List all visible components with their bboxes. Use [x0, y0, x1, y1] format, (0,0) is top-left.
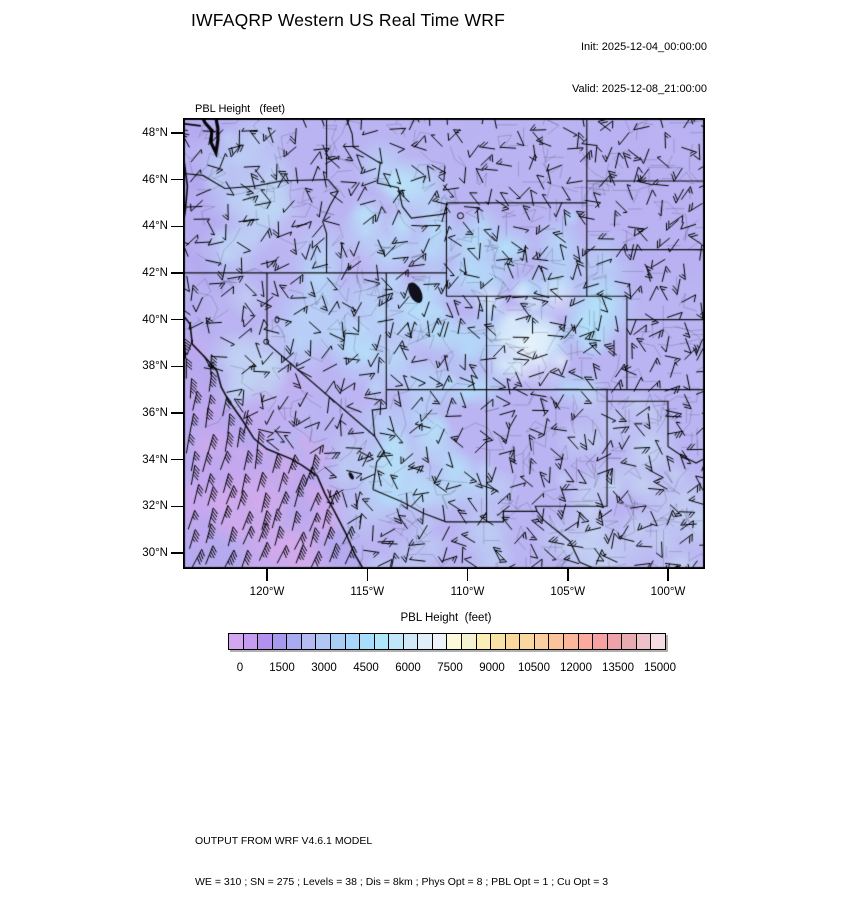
colorbar-cell	[433, 634, 448, 649]
lat-tick-label: 38°N	[142, 360, 168, 373]
lon-tick-mark	[567, 569, 569, 581]
colorbar-cell	[477, 634, 492, 649]
colorbar-tick-label: 4500	[353, 662, 379, 674]
colorbar-cell	[535, 634, 550, 649]
lat-tick-mark	[171, 179, 183, 181]
colorbar-cell	[316, 634, 331, 649]
colorbar-tick-label: 10500	[518, 662, 550, 674]
colorbar-cell	[564, 634, 579, 649]
colorbar-tick-label: 0	[236, 662, 244, 674]
lat-tick-label: 40°N	[142, 313, 168, 326]
colorbar-cell	[404, 634, 419, 649]
colorbar-cell	[244, 634, 259, 649]
run-times	[400, 12, 707, 124]
colorbar-cell	[360, 634, 375, 649]
lat-tick-label: 30°N	[142, 547, 168, 560]
colorbar-tick-label: 15000	[644, 662, 676, 674]
colorbar-cell	[331, 634, 346, 649]
colorbar-cell	[491, 634, 506, 649]
colorbar-tick-label: 9000	[479, 662, 505, 674]
colorbar	[228, 633, 666, 650]
colorbar-cell	[375, 634, 390, 649]
lat-tick-mark	[171, 412, 183, 414]
colorbar-cell	[637, 634, 652, 649]
lat-tick-mark	[171, 506, 183, 508]
lat-tick-label: 32°N	[142, 500, 168, 513]
lat-tick-label: 36°N	[142, 407, 168, 420]
model-version-line: OUTPUT FROM WRF V4.6.1 MODEL	[195, 835, 373, 847]
colorbar-cell	[608, 634, 623, 649]
map-plot-canvas	[183, 118, 705, 569]
colorbar-cell	[593, 634, 608, 649]
colorbar-cell	[273, 634, 288, 649]
colorbar-cell	[651, 634, 665, 649]
lat-tick-mark	[171, 272, 183, 274]
lat-tick-label: 34°N	[142, 453, 168, 466]
colorbar-title: PBL Height (feet)	[400, 612, 492, 624]
lat-tick-label: 48°N	[142, 127, 168, 139]
colorbar-cell	[229, 634, 244, 649]
colorbar-cell	[622, 634, 637, 649]
colorbar-cell	[506, 634, 521, 649]
lon-tick-label: 110°W	[450, 586, 485, 598]
lon-tick-label: 115°W	[350, 586, 385, 598]
colorbar-cell	[287, 634, 302, 649]
lon-tick-mark	[367, 569, 369, 581]
valid-time-label: Valid: 2025-12-08_21:00:00	[572, 83, 707, 95]
lat-tick-mark	[171, 132, 183, 134]
colorbar-tick-label: 13500	[602, 662, 634, 674]
lat-tick-label: 46°N	[142, 173, 168, 186]
lon-tick-mark	[266, 569, 268, 581]
field-label: PBL Height (feet)	[195, 103, 286, 115]
lon-tick-label: 100°W	[650, 586, 686, 598]
plot-title: IWFAQRP Western US Real Time WRF	[191, 10, 505, 30]
lat-tick-mark	[171, 319, 183, 321]
lon-tick-label: 120°W	[249, 586, 285, 598]
model-config-line: WE = 310 ; SN = 275 ; Levels = 38 ; Dis = 8km ; Phys Opt = 8 ; PBL Opt = 1 ; Cu Opt = 3	[195, 875, 609, 888]
lon-tick-label: 105°W	[550, 586, 586, 598]
colorbar-cell	[520, 634, 535, 649]
lat-tick-mark	[171, 459, 183, 461]
colorbar-cell	[579, 634, 594, 649]
colorbar-cell	[302, 634, 317, 649]
colorbar-cell	[447, 634, 462, 649]
lat-tick-mark	[171, 552, 183, 554]
lat-tick-mark	[171, 226, 183, 228]
lon-tick-mark	[667, 569, 669, 581]
lon-tick-mark	[467, 569, 469, 581]
colorbar-cell	[258, 634, 273, 649]
colorbar-tick-label: 3000	[311, 662, 337, 674]
init-time-label: Init: 2025-12-04_00:00:00	[581, 41, 707, 53]
colorbar-cell	[549, 634, 564, 649]
lat-tick-mark	[171, 366, 183, 368]
lat-tick-label: 42°N	[142, 267, 168, 279]
colorbar-cell	[389, 634, 404, 649]
colorbar-tick-label: 7500	[437, 662, 463, 674]
model-footer	[195, 808, 608, 916]
colorbar-tick-label: 12000	[560, 662, 592, 674]
colorbar-cell	[346, 634, 361, 649]
colorbar-cell	[462, 634, 477, 649]
colorbar-cell	[418, 634, 433, 649]
colorbar-tick-label: 6000	[395, 662, 421, 674]
lat-tick-label: 44°N	[142, 220, 168, 233]
colorbar-tick-label: 1500	[269, 662, 295, 674]
